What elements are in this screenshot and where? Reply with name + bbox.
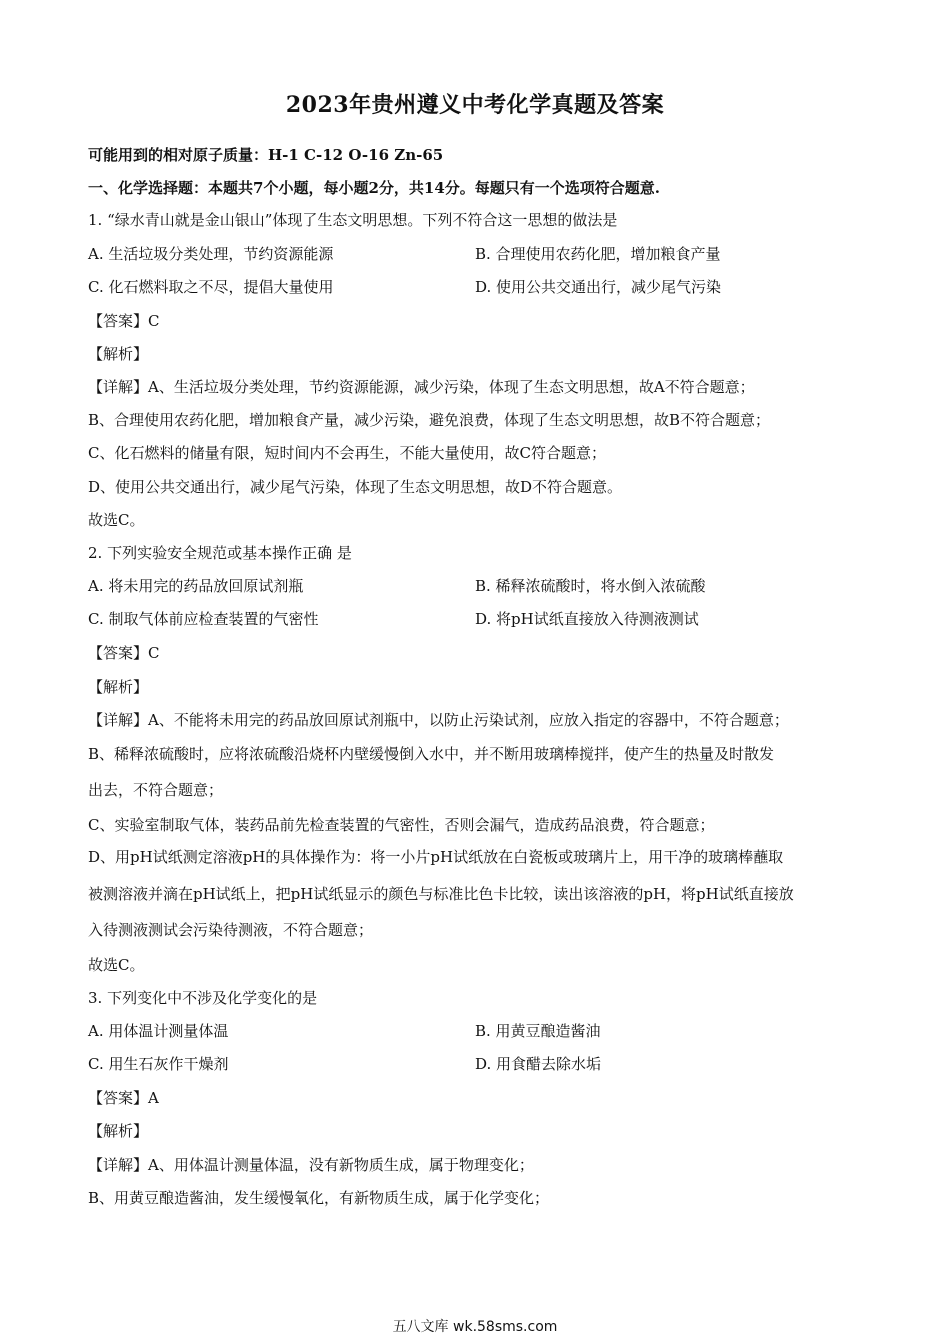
- option-b: B. 用黄豆酿造酱油: [475, 1022, 601, 1040]
- option-c: C. 制取气体前应检查装置的气密性: [88, 610, 319, 628]
- detail-line: 【详解】A、用体温计测量体温，没有新物质生成，属于物理变化；: [88, 1156, 534, 1174]
- option-a: A. 将未用完的药品放回原试剂瓶: [88, 577, 304, 595]
- question-stem: 1. “绿水青山就是金山银山”体现了生态文明思想。下列不符合这一思想的做法是: [88, 211, 618, 229]
- detail-line: D、用pH试纸测定溶液pH的具体操作为：将一小片pH试纸放在白瓷板或玻璃片上，用干净的玻璃棒蘸取: [88, 848, 784, 866]
- option-a: A. 用体温计测量体温: [88, 1022, 229, 1040]
- option-d: D. 将pH试纸直接放入待测液测试: [475, 610, 699, 628]
- answer-line: 【答案】C: [88, 644, 160, 662]
- conclusion-line: 故选C。: [88, 511, 145, 529]
- option-b: B. 合理使用农药化肥，增加粮食产量: [475, 245, 721, 263]
- option-c: C. 化石燃料取之不尽，提倡大量使用: [88, 278, 334, 296]
- option-b: B. 稀释浓硫酸时，将水倒入浓硫酸: [475, 577, 706, 595]
- conclusion-line: 故选C。: [88, 956, 145, 974]
- detail-line: B、稀释浓硫酸时，应将浓硫酸沿烧杯内壁缓慢倒入水中，并不断用玻璃棒搅拌，使产生的热量及时散发: [88, 745, 775, 763]
- detail-line: B、用黄豆酿造酱油，发生缓慢氧化，有新物质生成，属于化学变化；: [88, 1189, 550, 1207]
- option-d: D. 用食醋去除水垢: [475, 1055, 602, 1073]
- analysis-label: 【解析】: [88, 1122, 149, 1140]
- detail-line: 入待测液测试会污染待测液，不符合题意；: [88, 921, 374, 939]
- question-stem: 2. 下列实验安全规范或基本操作正确 是: [88, 544, 352, 562]
- detail-line: 【详解】A、不能将未用完的药品放回原试剂瓶中，以防止污染试剂，应放入指定的容器中，不符合题意；: [88, 711, 789, 729]
- option-d: D. 使用公共交通出行，减少尾气污染: [475, 278, 722, 296]
- page-title: 2023年贵州遵义中考化学真题及答案: [285, 92, 665, 118]
- atomic-mass-line: 可能用到的相对原子质量：H-1 C-12 O-16 Zn-65: [88, 146, 444, 164]
- detail-line: B、合理使用农药化肥，增加粮食产量，减少污染，避免浪费，体现了生态文明思想，故B不符合题意；: [88, 411, 771, 429]
- option-a: A. 生活垃圾分类处理，节约资源能源: [88, 245, 334, 263]
- option-c: C. 用生石灰作干燥剂: [88, 1055, 229, 1073]
- answer-line: 【答案】C: [88, 312, 160, 330]
- detail-line: C、实验室制取气体，装药品前先检查装置的气密性，否则会漏气，造成药品浪费，符合题意；: [88, 816, 715, 834]
- detail-line: 出去，不符合题意；: [88, 781, 224, 799]
- detail-line: 被测溶液并滴在pH试纸上，把pH试纸显示的颜色与标准比色卡比较，读出该溶液的pH，将pH试纸直接放: [88, 885, 794, 903]
- analysis-label: 【解析】: [88, 345, 149, 363]
- section-heading: 一、化学选择题：本题共7个小题，每小题2分，共14分。每题只有一个选项符合题意.: [88, 179, 660, 197]
- analysis-label: 【解析】: [88, 678, 149, 696]
- footer-watermark: 五八文库 wk.58sms.com: [392, 1319, 558, 1335]
- answer-line: 【答案】A: [88, 1089, 159, 1107]
- detail-line: 【详解】A、生活垃圾分类处理，节约资源能源，减少污染，体现了生态文明思想，故A不符合题意；: [88, 378, 755, 396]
- detail-line: C、化石燃料的储量有限，短时间内不会再生，不能大量使用，故C符合题意；: [88, 444, 606, 462]
- detail-line: D、使用公共交通出行，减少尾气污染，体现了生态文明思想，故D不符合题意。: [88, 478, 623, 496]
- question-stem: 3. 下列变化中不涉及化学变化的是: [88, 989, 318, 1007]
